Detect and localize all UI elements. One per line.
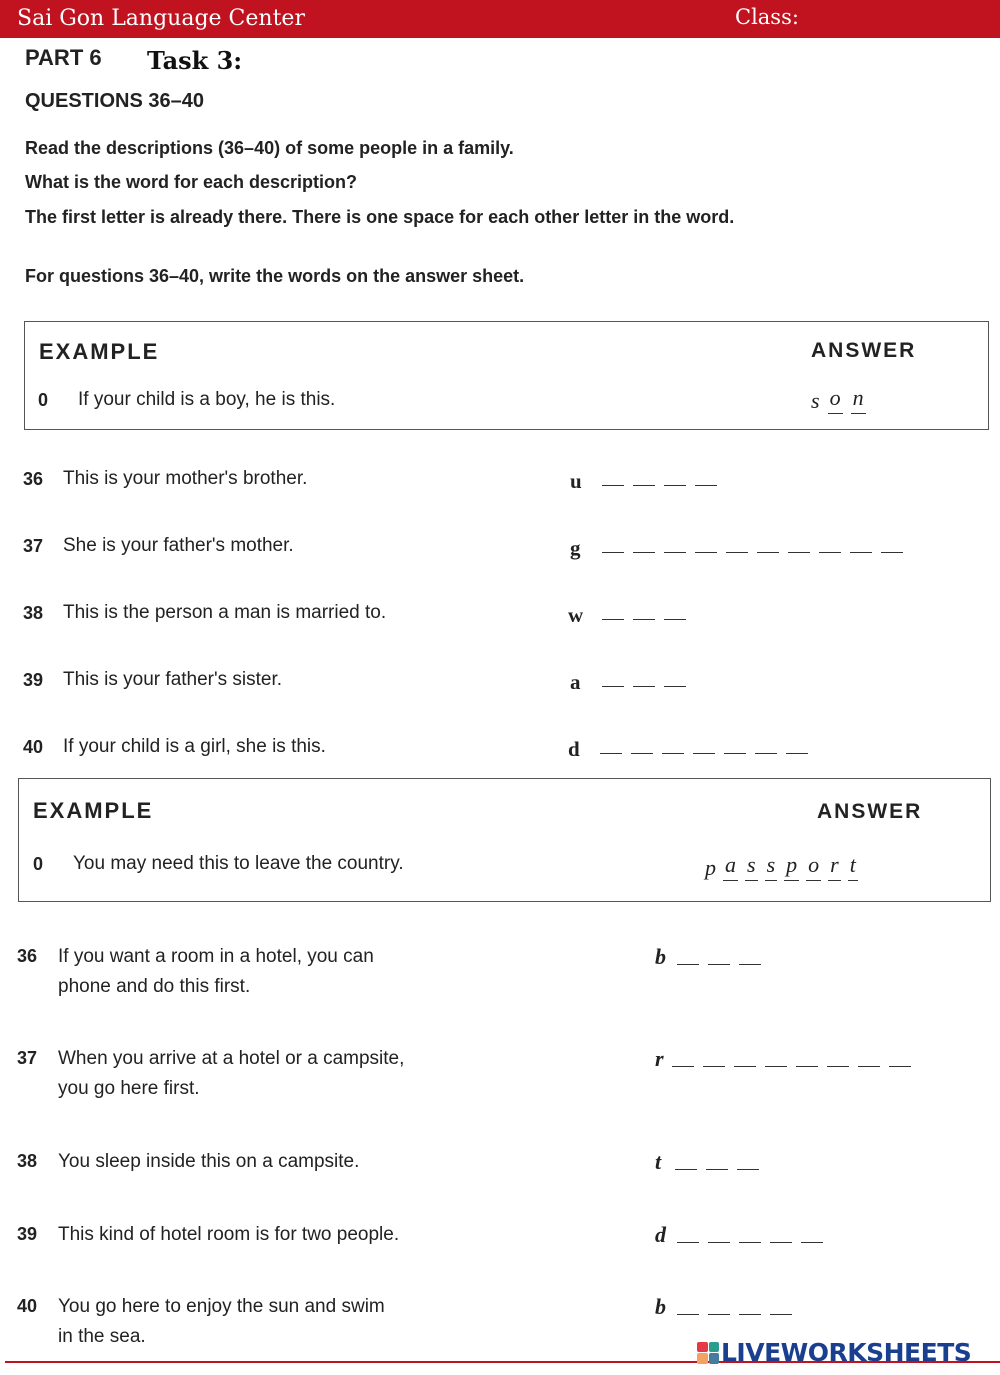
blank-slot[interactable]	[724, 753, 746, 754]
example-answer	[705, 852, 858, 881]
example-text: If your child is a boy, he is this.	[78, 389, 336, 410]
blank-slot[interactable]	[695, 485, 717, 486]
answer-letter: n	[851, 388, 866, 414]
question-text-line2: you go here first.	[58, 1078, 200, 1099]
blank-slot[interactable]	[664, 552, 686, 553]
blank-slot[interactable]	[602, 485, 624, 486]
header-bar	[0, 0, 1000, 38]
blank-slot[interactable]	[695, 552, 717, 553]
first-letter: d	[655, 1222, 666, 1247]
first-letter: d	[568, 737, 580, 761]
blank-slot[interactable]	[708, 1242, 730, 1243]
question-text: If you want a room in a hotel, you can	[58, 946, 374, 967]
blank-slot[interactable]	[827, 1066, 849, 1067]
blank-slot[interactable]	[796, 1066, 818, 1067]
blank-slot[interactable]	[677, 964, 699, 965]
answer-blanks[interactable]	[677, 964, 761, 965]
blank-slot[interactable]	[819, 552, 841, 553]
answer-blanks[interactable]	[675, 1169, 759, 1170]
instruction-4: For questions 36–40, write the words on the answer sheet.	[25, 266, 525, 286]
answer-letter: o	[806, 855, 821, 881]
question-text-line2: phone and do this first.	[58, 976, 251, 997]
logo-square	[697, 1353, 708, 1364]
instruction-3: The first letter is already there. There is one space for each other letter in the word.	[25, 207, 735, 227]
question-text: This kind of hotel room is for two people.	[58, 1224, 400, 1245]
first-letter: b	[655, 1294, 666, 1319]
blank-slot[interactable]	[600, 753, 622, 754]
blank-slot[interactable]	[734, 1066, 756, 1067]
question-number: 36	[23, 469, 44, 489]
questions-range: QUESTIONS 36–40	[25, 90, 204, 112]
question-text: When you arrive at a hotel or a campsite,	[58, 1048, 405, 1069]
question-text: You sleep inside this on a campsite.	[58, 1151, 360, 1172]
blank-slot[interactable]	[675, 1169, 697, 1170]
blank-slot[interactable]	[693, 753, 715, 754]
blank-slot[interactable]	[662, 753, 684, 754]
blank-slot[interactable]	[677, 1242, 699, 1243]
blank-slot[interactable]	[850, 552, 872, 553]
blank-slot[interactable]	[633, 485, 655, 486]
question-number: 38	[23, 603, 44, 623]
blank-slot[interactable]	[664, 619, 686, 620]
answer-blanks[interactable]	[602, 552, 903, 553]
instruction-1: Read the descriptions (36–40) of some people in a family.	[25, 138, 514, 158]
logo-square	[709, 1342, 720, 1353]
blank-slot[interactable]	[726, 552, 748, 553]
blank-slot[interactable]	[770, 1242, 792, 1243]
answer-letter: a	[723, 855, 738, 881]
blank-slot[interactable]	[664, 485, 686, 486]
blank-slot[interactable]	[739, 1242, 761, 1243]
blank-slot[interactable]	[788, 552, 810, 553]
answer-letter: o	[828, 388, 843, 414]
blank-slot[interactable]	[739, 964, 761, 965]
blank-slot[interactable]	[602, 686, 624, 687]
example-box-1	[24, 321, 989, 430]
answer-blanks[interactable]	[677, 1242, 823, 1243]
class-label: Class:	[735, 5, 799, 29]
question-number: 36	[17, 946, 38, 966]
blank-slot[interactable]	[677, 1314, 699, 1315]
answer-blanks[interactable]	[600, 753, 808, 754]
question-number: 39	[17, 1224, 38, 1244]
answer-letter: s	[745, 855, 758, 881]
blank-slot[interactable]	[706, 1169, 728, 1170]
blank-slot[interactable]	[631, 753, 653, 754]
answer-blanks[interactable]	[602, 686, 686, 687]
blank-slot[interactable]	[757, 552, 779, 553]
liveworksheets-logo	[697, 1338, 971, 1367]
first-letter: r	[655, 1046, 664, 1071]
blank-slot[interactable]	[737, 1169, 759, 1170]
first-letter: b	[655, 944, 666, 969]
first-letter: w	[568, 603, 584, 627]
question-text: This is your father's sister.	[63, 669, 283, 690]
answer-letter: t	[848, 855, 858, 881]
logo-text: LIVEWORKSHEETS	[721, 1338, 972, 1367]
answer-blanks[interactable]	[677, 1314, 792, 1315]
example-number: 0	[33, 854, 44, 874]
blank-slot[interactable]	[602, 619, 624, 620]
blank-slot[interactable]	[801, 1242, 823, 1243]
question-text-line2: in the sea.	[58, 1326, 146, 1347]
example-box-2	[18, 778, 991, 902]
question-number: 37	[17, 1048, 38, 1068]
blank-slot[interactable]	[633, 686, 655, 687]
question-number: 38	[17, 1151, 38, 1171]
logo-square	[697, 1342, 708, 1353]
blank-slot[interactable]	[633, 552, 655, 553]
blank-slot[interactable]	[881, 552, 903, 553]
task-label: Task 3:	[147, 46, 243, 75]
blank-slot[interactable]	[708, 964, 730, 965]
blank-slot[interactable]	[858, 1066, 880, 1067]
blank-slot[interactable]	[633, 619, 655, 620]
answer-blanks[interactable]	[602, 619, 686, 620]
question-text: She is your father's mother.	[63, 535, 294, 556]
blank-slot[interactable]	[755, 753, 777, 754]
answer-blanks[interactable]	[602, 485, 717, 486]
center-name: Sai Gon Language Center	[17, 6, 305, 31]
blank-slot[interactable]	[672, 1066, 694, 1067]
answer-first-letter: s	[811, 388, 820, 413]
question-text: You go here to enjoy the sun and swim	[58, 1296, 385, 1317]
answer-heading: ANSWER	[817, 800, 923, 823]
logo-mark-icon	[697, 1342, 719, 1364]
blank-slot[interactable]	[602, 552, 624, 553]
question-number: 40	[23, 737, 44, 757]
first-letter: g	[570, 536, 581, 560]
blank-slot[interactable]	[664, 686, 686, 687]
blank-slot[interactable]	[703, 1066, 725, 1067]
example-heading: EXAMPLE	[33, 798, 154, 823]
answer-letter: p	[784, 855, 799, 881]
question-number: 37	[23, 536, 44, 556]
answer-first-letter: p	[705, 855, 716, 880]
first-letter: a	[570, 670, 581, 694]
question-text: If your child is a girl, she is this.	[63, 736, 326, 757]
first-letter: t	[655, 1149, 662, 1174]
first-letter: u	[570, 469, 582, 493]
example-number: 0	[38, 390, 49, 410]
blank-slot[interactable]	[739, 1314, 761, 1315]
blank-slot[interactable]	[770, 1314, 792, 1315]
blank-slot[interactable]	[889, 1066, 911, 1067]
instruction-2: What is the word for each description?	[25, 172, 358, 192]
blank-slot[interactable]	[765, 1066, 787, 1067]
example-text: You may need this to leave the country.	[73, 853, 404, 874]
example-heading: EXAMPLE	[39, 339, 160, 364]
question-text: This is your mother's brother.	[63, 468, 308, 489]
question-number: 40	[17, 1296, 38, 1316]
blank-slot[interactable]	[708, 1314, 730, 1315]
blank-slot[interactable]	[786, 753, 808, 754]
answer-letter: s	[765, 855, 778, 881]
question-text: This is the person a man is married to.	[63, 602, 387, 623]
answer-letter: r	[828, 855, 841, 881]
answer-heading: ANSWER	[811, 339, 917, 362]
question-number: 39	[23, 670, 44, 690]
logo-square	[709, 1353, 720, 1364]
example-answer	[811, 385, 866, 414]
part-label: PART 6	[25, 45, 102, 70]
answer-blanks[interactable]	[672, 1066, 911, 1067]
